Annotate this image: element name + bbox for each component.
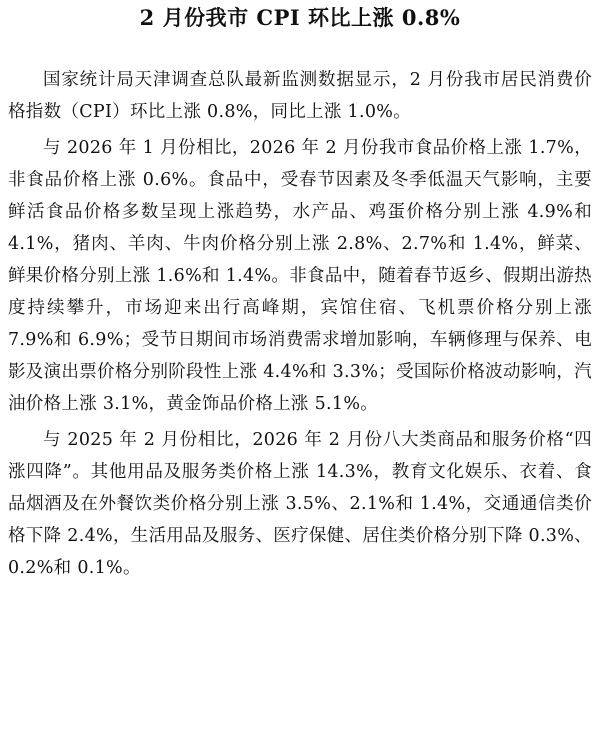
article-paragraph-2: 与 2026 年 1 月份相比，2026 年 2 月份我市食品价格上涨 1.7%，非食品价格上涨 0.6%。食品中，受春节因素及冬季低温天气影响，主要鲜活食品价格多数呈现上涨趋势，水产品、鸡蛋价格分别上涨 4.9%和 4.1%，猪肉、羊肉、牛肉价格分别上涨 2.8%、2.7%和 1.4%，鲜菜、鲜果价格分别上涨 1.6%和 1.4%。非食品中，随着春节返乡、假期出游热度持续攀升，市场迎来出行高峰期，宾馆住宿、飞机票价格分别上涨 7.9%和 6.9%；受节日期间市场消费需求增加影响，车辆修理与保养、电影及演出票价格分别阶段性上涨 4.4%和 3.3%；受国际价格波动影响，汽油价格上涨 3.1%，黄金饰品价格上涨 5.1%。 (8, 138, 592, 414)
article-title: 2 月份我市 CPI 环比上涨 0.8% (139, 5, 461, 30)
article-paragraph-3: 与 2025 年 2 月份相比，2026 年 2 月份八大类商品和服务价格“四涨四降”。其他用品及服务类价格上涨 14.3%，教育文化娱乐、衣着、食品烟酒及在外餐饮类价格分别上涨 3.5%、2.1%和 1.4%，交通通信类价格下降 2.4%，生活用品及服务、医疗保健、居住类价格分别下降 0.3%、0.2%和 0.1%。 (8, 430, 592, 578)
article-paragraph-1: 国家统计局天津调查总队最新监测数据显示，2 月份我市居民消费价格指数（CPI）环比上涨 0.8%，同比上涨 1.0%。 (8, 70, 592, 122)
